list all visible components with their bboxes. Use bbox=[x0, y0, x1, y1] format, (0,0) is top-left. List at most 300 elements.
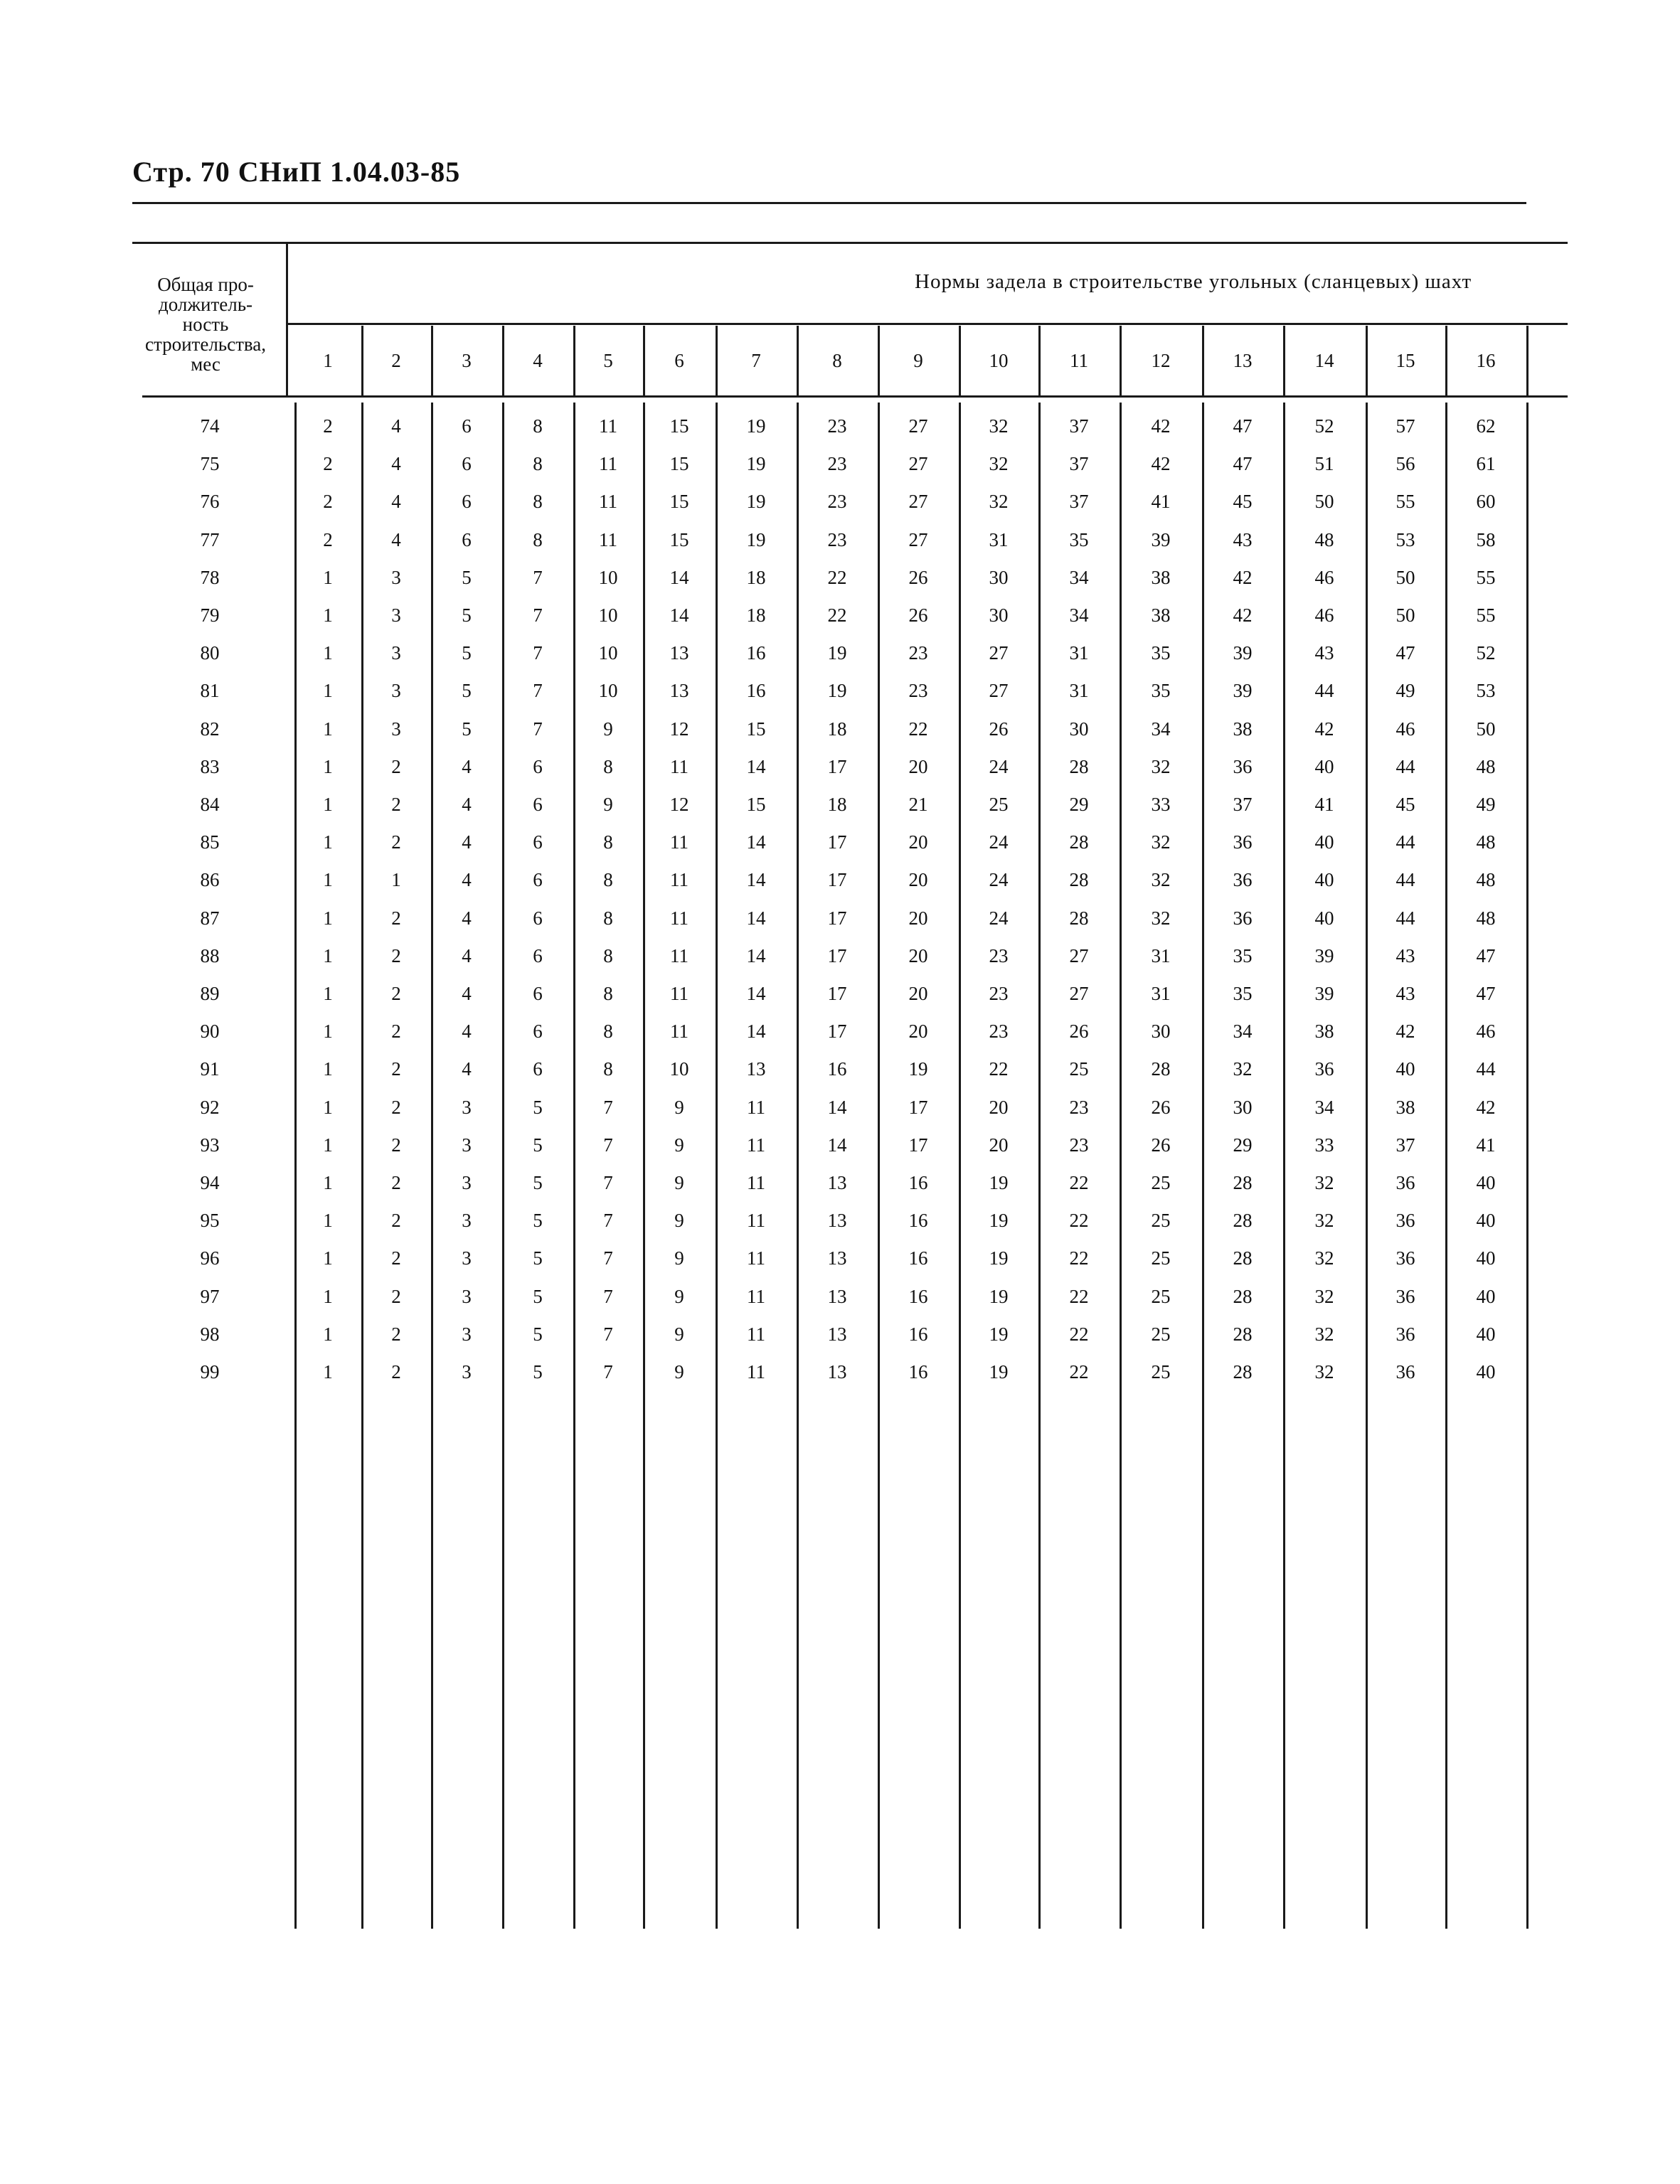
table-cell: 25 bbox=[989, 794, 1009, 815]
row-duration-label: 94 bbox=[200, 1172, 220, 1193]
table-cell: 9 bbox=[603, 794, 613, 815]
table-cell: 3 bbox=[462, 1247, 472, 1269]
table-cell: 31 bbox=[1069, 642, 1089, 664]
table-cell: 1 bbox=[323, 718, 333, 740]
row-duration-label: 90 bbox=[200, 1021, 220, 1043]
table-cell: 39 bbox=[1233, 680, 1253, 702]
column-divider bbox=[878, 403, 880, 1929]
table-cell: 9 bbox=[674, 1361, 684, 1383]
table-cell: 9 bbox=[674, 1323, 684, 1345]
table-cell: 23 bbox=[989, 983, 1009, 1004]
column-divider bbox=[1283, 403, 1285, 1929]
column-number: 8 bbox=[832, 350, 842, 371]
table-cell: 22 bbox=[827, 566, 847, 588]
table-cell: 4 bbox=[462, 794, 472, 815]
table-cell: 29 bbox=[1233, 1134, 1253, 1156]
table-cell: 28 bbox=[1233, 1247, 1253, 1269]
table-cell: 5 bbox=[462, 604, 472, 626]
table-cell: 2 bbox=[391, 1247, 401, 1269]
table-cell: 7 bbox=[533, 604, 543, 626]
table-cell: 5 bbox=[462, 680, 472, 702]
table-cell: 32 bbox=[1233, 1058, 1253, 1080]
table-cell: 32 bbox=[1314, 1285, 1334, 1307]
table-cell: 13 bbox=[669, 680, 689, 702]
column-number: 11 bbox=[1070, 350, 1088, 371]
table-cell: 42 bbox=[1233, 604, 1253, 626]
table-cell: 8 bbox=[603, 869, 613, 891]
table-cell: 51 bbox=[1314, 453, 1334, 475]
table-cell: 6 bbox=[462, 415, 472, 437]
table-cell: 42 bbox=[1151, 415, 1171, 437]
table-cell: 38 bbox=[1395, 1096, 1415, 1118]
group-title-rule bbox=[287, 323, 1568, 325]
stub-divider bbox=[286, 242, 288, 395]
row-duration-label: 96 bbox=[200, 1247, 220, 1269]
table-cell: 48 bbox=[1476, 831, 1496, 853]
table-cell: 6 bbox=[533, 794, 543, 815]
table-cell: 2 bbox=[391, 831, 401, 853]
table-cell: 2 bbox=[391, 983, 401, 1004]
table-cell: 1 bbox=[323, 831, 333, 853]
table-cell: 28 bbox=[1069, 869, 1089, 891]
column-number: 15 bbox=[1395, 350, 1415, 371]
table-cell: 3 bbox=[462, 1172, 472, 1193]
table-cell: 34 bbox=[1233, 1021, 1253, 1043]
table-cell: 1 bbox=[323, 1285, 333, 1307]
table-cell: 2 bbox=[391, 1096, 401, 1118]
table-cell: 1 bbox=[323, 1058, 333, 1080]
table-cell: 27 bbox=[908, 453, 928, 475]
table-cell: 40 bbox=[1476, 1247, 1496, 1269]
row-duration-label: 78 bbox=[200, 566, 220, 588]
table-cell: 36 bbox=[1395, 1323, 1415, 1345]
table-cell: 11 bbox=[670, 907, 689, 929]
table-cell: 23 bbox=[827, 491, 847, 513]
stub-head-line: ность bbox=[182, 314, 229, 335]
table-cell: 21 bbox=[908, 794, 928, 815]
table-cell: 42 bbox=[1314, 718, 1334, 740]
table-cell: 4 bbox=[391, 415, 401, 437]
table-cell: 14 bbox=[746, 755, 766, 777]
table-cell: 42 bbox=[1151, 453, 1171, 475]
table-cell: 11 bbox=[670, 831, 689, 853]
table-cell: 32 bbox=[1314, 1172, 1334, 1193]
table-cell: 55 bbox=[1395, 491, 1415, 513]
table-cell: 1 bbox=[323, 642, 333, 664]
table-cell: 4 bbox=[462, 983, 472, 1004]
table-cell: 1 bbox=[323, 1323, 333, 1345]
table-cell: 18 bbox=[746, 604, 766, 626]
column-number: 13 bbox=[1233, 350, 1253, 371]
table-cell: 32 bbox=[1151, 869, 1171, 891]
table-cell: 28 bbox=[1233, 1172, 1253, 1193]
table-cell: 19 bbox=[827, 642, 847, 664]
table-cell: 14 bbox=[746, 907, 766, 929]
table-cell: 5 bbox=[533, 1210, 543, 1232]
table-cell: 8 bbox=[533, 453, 543, 475]
table-cell: 36 bbox=[1314, 1058, 1334, 1080]
table-cell: 28 bbox=[1233, 1285, 1253, 1307]
column-number: 16 bbox=[1476, 350, 1496, 371]
table-cell: 19 bbox=[989, 1323, 1009, 1345]
table-cell: 15 bbox=[746, 794, 766, 815]
table-cell: 31 bbox=[989, 528, 1009, 550]
table-cell: 16 bbox=[746, 680, 766, 702]
table-cell: 6 bbox=[533, 983, 543, 1004]
column-divider bbox=[502, 326, 504, 395]
table-cell: 19 bbox=[989, 1285, 1009, 1307]
table-cell: 30 bbox=[989, 566, 1009, 588]
table-cell: 7 bbox=[603, 1172, 613, 1193]
table-cell: 6 bbox=[533, 1058, 543, 1080]
table-cell: 19 bbox=[827, 680, 847, 702]
table-cell: 7 bbox=[533, 642, 543, 664]
row-duration-label: 95 bbox=[200, 1210, 220, 1232]
table-cell: 47 bbox=[1476, 983, 1496, 1004]
stub-head-line: Общая про- bbox=[157, 274, 254, 295]
table-cell: 26 bbox=[1151, 1134, 1171, 1156]
table-cell: 2 bbox=[391, 1210, 401, 1232]
table-cell: 28 bbox=[1069, 755, 1089, 777]
table-cell: 4 bbox=[462, 831, 472, 853]
table-cell: 28 bbox=[1233, 1361, 1253, 1383]
column-divider bbox=[797, 403, 799, 1929]
table-cell: 5 bbox=[533, 1247, 543, 1269]
table-cell: 37 bbox=[1069, 491, 1089, 513]
table-cell: 43 bbox=[1395, 944, 1415, 966]
row-duration-label: 99 bbox=[200, 1361, 220, 1383]
table-cell: 19 bbox=[908, 1058, 928, 1080]
table-cell: 61 bbox=[1476, 453, 1496, 475]
table-cell: 30 bbox=[989, 604, 1009, 626]
table-cell: 11 bbox=[599, 415, 617, 437]
column-number: 14 bbox=[1314, 350, 1334, 371]
table-cell: 8 bbox=[603, 907, 613, 929]
table-cell: 62 bbox=[1476, 415, 1496, 437]
table-cell: 7 bbox=[603, 1210, 613, 1232]
table-cell: 60 bbox=[1476, 491, 1496, 513]
table-cell: 26 bbox=[989, 718, 1009, 740]
table-cell: 17 bbox=[827, 1021, 847, 1043]
table-cell: 11 bbox=[747, 1096, 765, 1118]
table-cell: 5 bbox=[533, 1361, 543, 1383]
table-cell: 44 bbox=[1395, 755, 1415, 777]
table-cell: 11 bbox=[599, 491, 617, 513]
table-cell: 5 bbox=[533, 1172, 543, 1193]
table-cell: 34 bbox=[1069, 566, 1089, 588]
table-cell: 14 bbox=[827, 1134, 847, 1156]
table-cell: 36 bbox=[1395, 1210, 1415, 1232]
table-cell: 20 bbox=[989, 1096, 1009, 1118]
table-cell: 9 bbox=[674, 1172, 684, 1193]
table-cell: 9 bbox=[674, 1285, 684, 1307]
column-divider bbox=[1202, 403, 1204, 1929]
table-cell: 28 bbox=[1233, 1210, 1253, 1232]
table-cell: 1 bbox=[323, 1210, 333, 1232]
page-header: Стр. 70 СНиП 1.04.03-85 bbox=[132, 156, 461, 188]
table-cell: 9 bbox=[674, 1096, 684, 1118]
row-duration-label: 91 bbox=[200, 1058, 220, 1080]
table-cell: 36 bbox=[1233, 755, 1253, 777]
table-cell: 3 bbox=[462, 1210, 472, 1232]
table-cell: 55 bbox=[1476, 566, 1496, 588]
table-cell: 37 bbox=[1395, 1134, 1415, 1156]
table-cell: 2 bbox=[391, 1172, 401, 1193]
row-duration-label: 77 bbox=[200, 528, 220, 550]
table-cell: 40 bbox=[1395, 1058, 1415, 1080]
table-cell: 38 bbox=[1151, 566, 1171, 588]
table-cell: 3 bbox=[462, 1285, 472, 1307]
table-cell: 8 bbox=[533, 415, 543, 437]
table-cell: 16 bbox=[746, 642, 766, 664]
table-cell: 2 bbox=[323, 491, 333, 513]
column-divider bbox=[1202, 326, 1204, 395]
table-cell: 13 bbox=[827, 1210, 847, 1232]
column-divider bbox=[1038, 326, 1041, 395]
table-cell: 16 bbox=[827, 1058, 847, 1080]
table-cell: 44 bbox=[1476, 1058, 1496, 1080]
table-cell: 27 bbox=[1069, 983, 1089, 1004]
table-cell: 7 bbox=[603, 1285, 613, 1307]
table-cell: 32 bbox=[1314, 1323, 1334, 1345]
table-cell: 15 bbox=[746, 718, 766, 740]
table-cell: 11 bbox=[747, 1210, 765, 1232]
table-cell: 10 bbox=[598, 680, 618, 702]
table-cell: 1 bbox=[323, 1021, 333, 1043]
table-cell: 34 bbox=[1069, 604, 1089, 626]
table-cell: 19 bbox=[989, 1172, 1009, 1193]
table-cell: 23 bbox=[1069, 1134, 1089, 1156]
header-rule bbox=[132, 202, 1526, 204]
column-number: 5 bbox=[603, 350, 613, 371]
table-cell: 43 bbox=[1395, 983, 1415, 1004]
row-duration-label: 86 bbox=[200, 869, 220, 891]
table-cell: 32 bbox=[989, 491, 1009, 513]
table-cell: 25 bbox=[1151, 1210, 1171, 1232]
table-cell: 42 bbox=[1395, 1021, 1415, 1043]
stub-head-line: должитель- bbox=[158, 294, 253, 315]
table-cell: 12 bbox=[669, 718, 689, 740]
table-cell: 44 bbox=[1395, 907, 1415, 929]
table-cell: 10 bbox=[598, 566, 618, 588]
table-cell: 11 bbox=[747, 1134, 765, 1156]
table-cell: 53 bbox=[1476, 680, 1496, 702]
column-number: 4 bbox=[533, 350, 543, 371]
table-cell: 32 bbox=[1151, 755, 1171, 777]
row-duration-label: 84 bbox=[200, 794, 220, 815]
table-cell: 11 bbox=[747, 1172, 765, 1193]
table-cell: 30 bbox=[1233, 1096, 1253, 1118]
table-cell: 2 bbox=[323, 415, 333, 437]
table-cell: 1 bbox=[323, 1096, 333, 1118]
table-cell: 32 bbox=[989, 453, 1009, 475]
column-divider bbox=[1038, 403, 1041, 1929]
table-cell: 14 bbox=[827, 1096, 847, 1118]
table-cell: 10 bbox=[598, 604, 618, 626]
table-cell: 45 bbox=[1395, 794, 1415, 815]
column-number: 6 bbox=[674, 350, 684, 371]
table-cell: 18 bbox=[827, 718, 847, 740]
table-cell: 44 bbox=[1314, 680, 1334, 702]
table-cell: 38 bbox=[1314, 1021, 1334, 1043]
column-divider bbox=[1283, 326, 1285, 395]
table-cell: 47 bbox=[1233, 415, 1253, 437]
table-cell: 17 bbox=[827, 869, 847, 891]
table-cell: 39 bbox=[1314, 983, 1334, 1004]
table-cell: 17 bbox=[908, 1096, 928, 1118]
table-cell: 7 bbox=[603, 1323, 613, 1345]
table-cell: 5 bbox=[462, 718, 472, 740]
table-cell: 8 bbox=[603, 755, 613, 777]
row-duration-label: 87 bbox=[200, 907, 220, 929]
table-cell: 11 bbox=[747, 1323, 765, 1345]
table-cell: 1 bbox=[323, 604, 333, 626]
table-cell: 6 bbox=[533, 1021, 543, 1043]
table-cell: 39 bbox=[1314, 944, 1334, 966]
table-cell: 48 bbox=[1314, 528, 1334, 550]
table-cell: 17 bbox=[908, 1134, 928, 1156]
row-duration-label: 79 bbox=[200, 604, 220, 626]
row-duration-label: 89 bbox=[200, 983, 220, 1004]
table-cell: 23 bbox=[827, 415, 847, 437]
table-cell: 49 bbox=[1476, 794, 1496, 815]
column-divider bbox=[573, 326, 575, 395]
table-top-rule bbox=[132, 242, 1568, 244]
table-cell: 1 bbox=[323, 907, 333, 929]
table-cell: 46 bbox=[1314, 566, 1334, 588]
table-cell: 46 bbox=[1395, 718, 1415, 740]
table-cell: 36 bbox=[1395, 1285, 1415, 1307]
table-cell: 1 bbox=[323, 983, 333, 1004]
table-cell: 27 bbox=[908, 491, 928, 513]
table-cell: 25 bbox=[1151, 1323, 1171, 1345]
table-cell: 22 bbox=[1069, 1361, 1089, 1383]
table-cell: 14 bbox=[746, 944, 766, 966]
table-cell: 36 bbox=[1395, 1247, 1415, 1269]
table-cell: 20 bbox=[908, 944, 928, 966]
table-cell: 32 bbox=[1314, 1210, 1334, 1232]
table-cell: 30 bbox=[1151, 1021, 1171, 1043]
table-cell: 5 bbox=[533, 1096, 543, 1118]
table-cell: 24 bbox=[989, 907, 1009, 929]
table-cell: 8 bbox=[533, 491, 543, 513]
table-cell: 11 bbox=[670, 869, 689, 891]
table-cell: 40 bbox=[1476, 1323, 1496, 1345]
table-cell: 6 bbox=[533, 907, 543, 929]
column-divider bbox=[959, 326, 961, 395]
table-cell: 26 bbox=[1069, 1021, 1089, 1043]
table-cell: 37 bbox=[1069, 453, 1089, 475]
column-number: 2 bbox=[391, 350, 401, 371]
table-cell: 25 bbox=[1151, 1247, 1171, 1269]
table-cell: 46 bbox=[1314, 604, 1334, 626]
table-cell: 2 bbox=[391, 1323, 401, 1345]
row-duration-label: 81 bbox=[200, 680, 220, 702]
table-cell: 5 bbox=[533, 1134, 543, 1156]
table-cell: 47 bbox=[1233, 453, 1253, 475]
table-cell: 7 bbox=[603, 1247, 613, 1269]
table-cell: 6 bbox=[533, 755, 543, 777]
table-cell: 6 bbox=[462, 453, 472, 475]
table-cell: 13 bbox=[827, 1323, 847, 1345]
table-cell: 3 bbox=[462, 1096, 472, 1118]
table-cell: 7 bbox=[603, 1134, 613, 1156]
column-divider bbox=[431, 403, 433, 1929]
table-cell: 44 bbox=[1395, 869, 1415, 891]
table-cell: 3 bbox=[391, 604, 401, 626]
table-cell: 41 bbox=[1476, 1134, 1496, 1156]
table-cell: 2 bbox=[391, 1361, 401, 1383]
table-cell: 40 bbox=[1476, 1361, 1496, 1383]
table-cell: 40 bbox=[1314, 755, 1334, 777]
table-cell: 8 bbox=[603, 1021, 613, 1043]
table-cell: 11 bbox=[670, 944, 689, 966]
table-cell: 2 bbox=[391, 907, 401, 929]
column-divider bbox=[1445, 403, 1447, 1929]
table-cell: 2 bbox=[323, 528, 333, 550]
table-cell: 20 bbox=[908, 907, 928, 929]
table-cell: 19 bbox=[989, 1361, 1009, 1383]
group-title: Нормы задела в строительстве угольных (сланцевых) шахт bbox=[915, 270, 1472, 293]
row-duration-label: 76 bbox=[200, 491, 220, 513]
table-cell: 43 bbox=[1233, 528, 1253, 550]
column-number: 1 bbox=[323, 350, 333, 371]
column-divider bbox=[361, 326, 363, 395]
table-cell: 2 bbox=[391, 755, 401, 777]
stub-head bbox=[129, 275, 282, 374]
table-cell: 37 bbox=[1069, 415, 1089, 437]
table-cell: 1 bbox=[323, 566, 333, 588]
table-cell: 40 bbox=[1314, 907, 1334, 929]
table-cell: 40 bbox=[1314, 831, 1334, 853]
table-cell: 31 bbox=[1069, 680, 1089, 702]
table-cell: 11 bbox=[747, 1285, 765, 1307]
table-cell: 35 bbox=[1151, 680, 1171, 702]
table-cell: 28 bbox=[1151, 1058, 1171, 1080]
table-cell: 14 bbox=[746, 869, 766, 891]
table-cell: 36 bbox=[1233, 831, 1253, 853]
column-divider bbox=[878, 326, 880, 395]
table-cell: 17 bbox=[827, 944, 847, 966]
table-cell: 22 bbox=[1069, 1285, 1089, 1307]
table-cell: 11 bbox=[747, 1247, 765, 1269]
table-cell: 26 bbox=[908, 566, 928, 588]
table-cell: 55 bbox=[1476, 604, 1496, 626]
table-cell: 22 bbox=[1069, 1323, 1089, 1345]
table-cell: 20 bbox=[908, 755, 928, 777]
column-divider bbox=[797, 326, 799, 395]
table-cell: 11 bbox=[747, 1361, 765, 1383]
table-cell: 40 bbox=[1476, 1172, 1496, 1193]
table-cell: 8 bbox=[603, 831, 613, 853]
table-cell: 1 bbox=[323, 944, 333, 966]
table-cell: 7 bbox=[603, 1361, 613, 1383]
table-cell: 6 bbox=[462, 491, 472, 513]
table-cell: 8 bbox=[603, 944, 613, 966]
table-cell: 15 bbox=[669, 415, 689, 437]
table-cell: 32 bbox=[1151, 831, 1171, 853]
table-cell: 14 bbox=[746, 1021, 766, 1043]
table-cell: 53 bbox=[1395, 528, 1415, 550]
table-cell: 15 bbox=[669, 528, 689, 550]
table-cell: 19 bbox=[746, 528, 766, 550]
table-cell: 13 bbox=[746, 1058, 766, 1080]
table-cell: 6 bbox=[533, 831, 543, 853]
row-duration-label: 97 bbox=[200, 1285, 220, 1307]
table-cell: 40 bbox=[1476, 1285, 1496, 1307]
table-cell: 15 bbox=[669, 491, 689, 513]
table-cell: 7 bbox=[533, 566, 543, 588]
